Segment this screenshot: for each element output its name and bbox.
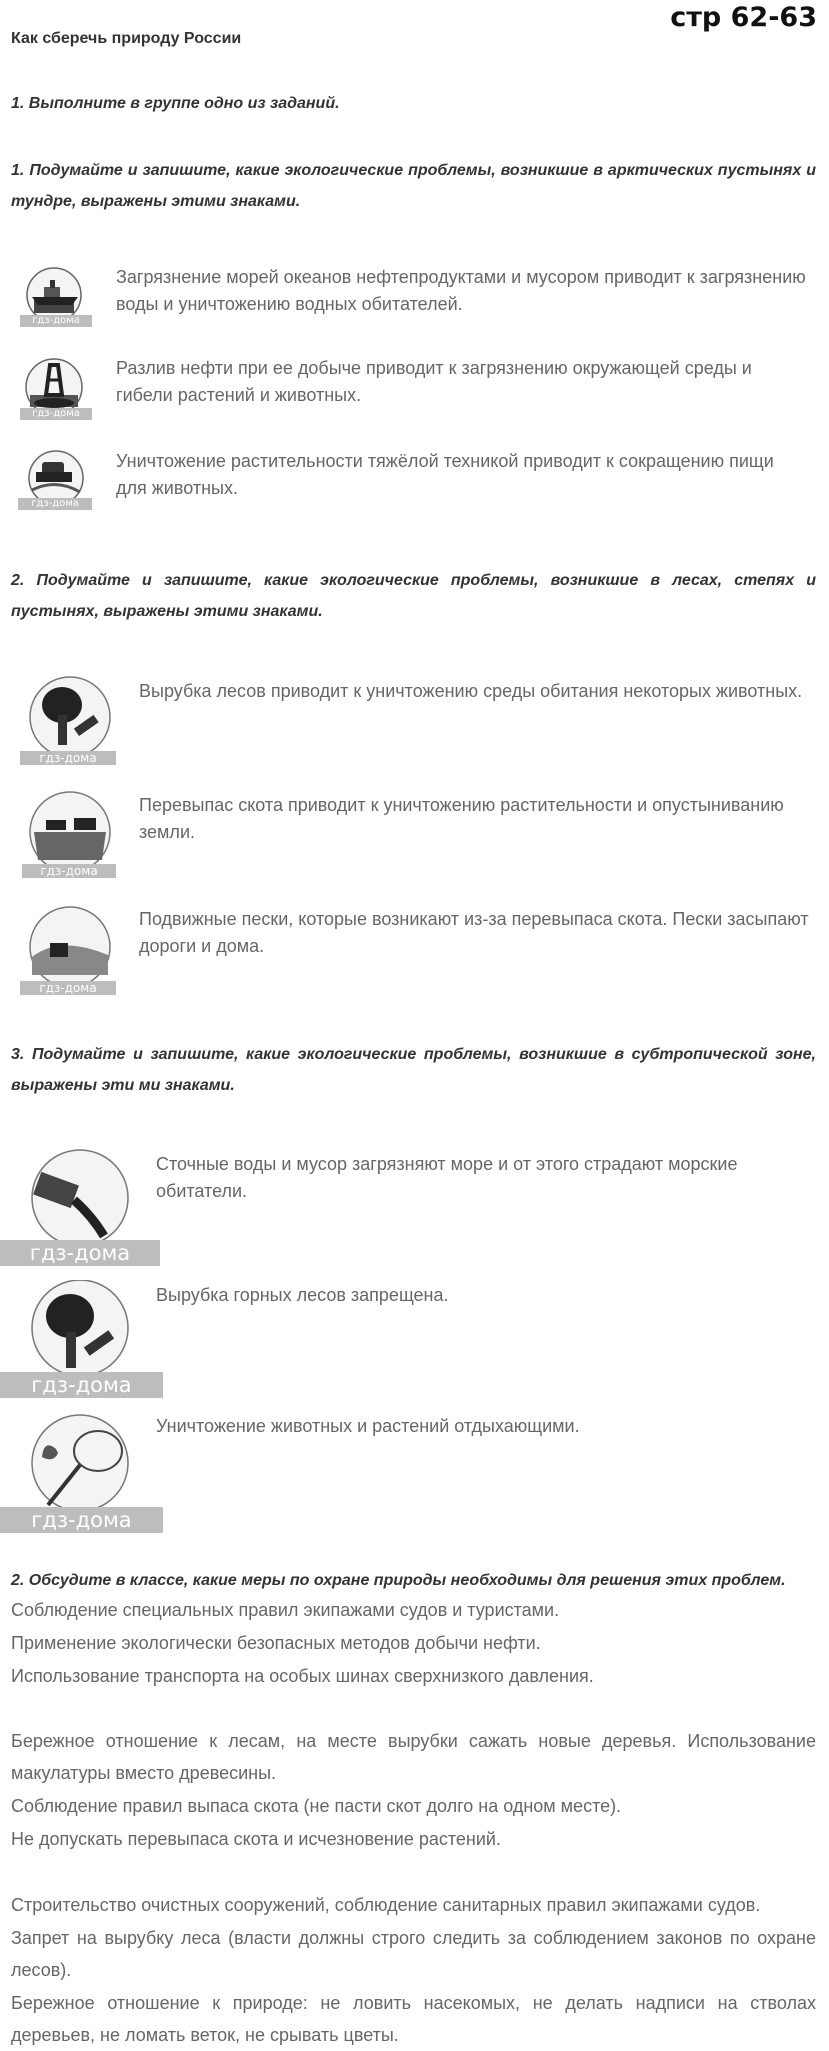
section3-item-text: Уничтожение животных и растений отдыхающими. [156, 1416, 580, 1436]
discussion-heading: 2. Обсудите в классе, какие меры по охране природы необходимы для решения этих проблем. [11, 1572, 786, 1589]
watermark: гдз-дома [0, 1372, 163, 1398]
discussion-line: Соблюдение специальных правил экипажами судов и туристами. [11, 1600, 560, 1620]
discussion-line: Запрет на вырубку леса (власти должны строго следить за соблюдением законов по охране лесов). [11, 1928, 816, 1980]
watermark: гдз-дома [22, 864, 116, 878]
section2-item-text: Перевыпас скота приводит к уничтожению растительности и опустыниванию земли. [139, 795, 784, 842]
tree-chainsaw-icon [20, 675, 118, 765]
discussion-line: Бережное отношение к природе: не ловить насекомых, не делать надписи на стволах деревьев, не ломать веток, не срывать цветы. [11, 1993, 816, 2045]
section3-heading: 3. Подумайте и запишите, какие экологические проблемы, возникшие в субтропической зоне, выражены эти ми знаками. [11, 1046, 816, 1094]
sand-dune-icon [20, 905, 118, 995]
section1-item-text: Загрязнение морей океанов нефтепродуктами и мусором приводит к загрязнению воды и уничтожению водных обитателей. [116, 267, 806, 314]
section2-item-text: Вырубка лесов приводит к уничтожению среды обитания некоторых животных. [139, 681, 803, 701]
section1-item-text: Разлив нефти при ее добыче приводит к загрязнению окружающей среды и гибели растений и животных. [116, 358, 752, 405]
section2-heading: 2. Подумайте и запишите, какие экологические проблемы, возникшие в лесах, степях и пустынях, выражены этими знаками. [11, 572, 816, 620]
ship-icon [20, 265, 92, 327]
page-number: стр 62-63 [670, 2, 817, 33]
discussion-line: Бережное отношение к лесам, на месте вырубки сажать новые деревья. Использование макулатуры вместо древесины. [11, 1731, 816, 1783]
tracked-vehicle-icon [18, 448, 92, 510]
watermark: гдз-дома [18, 498, 92, 510]
sewage-pipe-icon [0, 1148, 162, 1266]
section3-item-text: Сточные воды и мусор загрязняют море и от этого страдают морские обитатели. [156, 1154, 738, 1201]
watermark: гдз-дома [20, 408, 92, 420]
watermark: гдз-дома [0, 1507, 163, 1533]
discussion-line: Соблюдение правил выпаса скота (не пасти скот долго на одном месте). [11, 1796, 622, 1816]
page-title: Как сберечь природу России [11, 30, 242, 47]
watermark: гдз-дома [20, 315, 92, 327]
tree-chainsaw-icon [0, 1280, 165, 1398]
watermark: гдз-дома [20, 751, 116, 765]
livestock-icon [22, 790, 118, 878]
watermark: гдз-дома [20, 981, 116, 995]
discussion-line: Использование транспорта на особых шинах сверхнизкого давления. [11, 1666, 594, 1686]
section2-item-text: Подвижные пески, которые возникают из-за перевыпаса скота. Пески засыпают дороги и дома. [139, 909, 809, 956]
butterfly-net-icon [0, 1413, 165, 1533]
oil-rig-icon [20, 355, 92, 420]
discussion-line: Применение экологически безопасных методов добычи нефти. [11, 1633, 541, 1653]
section1-heading: 1. Подумайте и запишите, какие экологические проблемы, возникшие в арктических пустынях и тундре, выражены этими знаками. [11, 162, 816, 210]
discussion-line: Строительство очистных сооружений, соблюдение санитарных правил экипажами судов. [11, 1895, 761, 1915]
task-intro: 1. Выполните в группе одно из заданий. [11, 95, 340, 112]
discussion-line: Не допускать перевыпаса скота и исчезновение растений. [11, 1829, 501, 1849]
watermark: гдз-дома [0, 1240, 160, 1266]
section1-item-text: Уничтожение растительности тяжёлой техникой приводит к сокращению пищи для животных. [116, 451, 774, 498]
section3-item-text: Вырубка горных лесов запрещена. [156, 1285, 449, 1305]
